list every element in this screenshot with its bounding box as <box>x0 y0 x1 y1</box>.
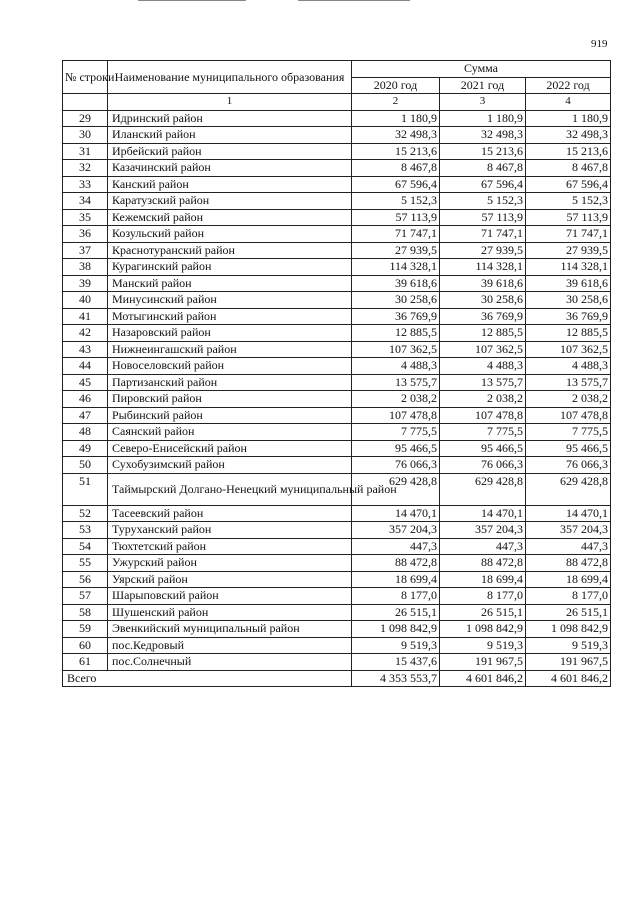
sum-2022: 30 258,6 <box>526 292 611 309</box>
municipality-name: Эвенкийский муниципальный район <box>108 621 352 638</box>
sum-2022: 114 328,1 <box>526 259 611 276</box>
sum-2020: 13 575,7 <box>352 374 440 391</box>
scan-line-right <box>298 0 410 1</box>
sum-2022: 107 362,5 <box>526 341 611 358</box>
sum-2021: 447,3 <box>440 538 526 555</box>
row-number: 48 <box>63 424 108 441</box>
table-row <box>63 555 611 572</box>
sum-2022: 26 515,1 <box>526 604 611 621</box>
table-row <box>63 457 611 474</box>
total-label: Всего <box>63 670 352 687</box>
municipality-name: Шушенский район <box>108 604 352 621</box>
sum-2021: 114 328,1 <box>440 259 526 276</box>
sum-2022: 27 939,5 <box>526 242 611 259</box>
sum-2022: 36 769,9 <box>526 308 611 325</box>
table-row <box>63 505 611 522</box>
row-number: 41 <box>63 308 108 325</box>
row-number: 31 <box>63 143 108 160</box>
municipality-name: Курагинский район <box>108 259 352 276</box>
row-number: 54 <box>63 538 108 555</box>
table-row <box>63 193 611 210</box>
sum-2021: 629 428,8 <box>440 473 526 505</box>
table-row <box>63 604 611 621</box>
municipality-name: Казачинский район <box>108 160 352 177</box>
row-number: 32 <box>63 160 108 177</box>
sum-2022: 67 596,4 <box>526 176 611 193</box>
row-number: 46 <box>63 391 108 408</box>
municipality-name: Каратузский район <box>108 193 352 210</box>
table-row <box>63 110 611 127</box>
table-row <box>63 242 611 259</box>
sum-2020: 8 467,8 <box>352 160 440 177</box>
sum-2021: 1 098 842,9 <box>440 621 526 638</box>
sum-2022: 15 213,6 <box>526 143 611 160</box>
municipality-name: Кежемский район <box>108 209 352 226</box>
sum-2020: 88 472,8 <box>352 555 440 572</box>
table-row <box>63 325 611 342</box>
table-row <box>63 374 611 391</box>
row-number: 60 <box>63 637 108 654</box>
table-row <box>63 440 611 457</box>
sum-2022: 8 177,0 <box>526 588 611 605</box>
sum-2022: 7 775,5 <box>526 424 611 441</box>
sum-2021: 71 747,1 <box>440 226 526 243</box>
municipality-name: Тасеевский район <box>108 505 352 522</box>
sum-2022: 88 472,8 <box>526 555 611 572</box>
table-row <box>63 259 611 276</box>
sum-2020: 114 328,1 <box>352 259 440 276</box>
column-index-row <box>63 94 611 111</box>
header-year-2022: 2022 год <box>526 77 611 94</box>
sum-2021: 8 467,8 <box>440 160 526 177</box>
municipality-name: Саянский район <box>108 424 352 441</box>
sum-2020: 447,3 <box>352 538 440 555</box>
header-row-number: № строки <box>63 61 108 94</box>
row-number: 59 <box>63 621 108 638</box>
municipality-name: Северо-Енисейский район <box>108 440 352 457</box>
sum-2021: 67 596,4 <box>440 176 526 193</box>
header-row <box>63 61 611 78</box>
sum-total-2021: 4 601 846,2 <box>440 670 526 687</box>
sum-2022: 8 467,8 <box>526 160 611 177</box>
sum-2020: 1 098 842,9 <box>352 621 440 638</box>
table-row <box>63 424 611 441</box>
sum-2022: 18 699,4 <box>526 571 611 588</box>
sum-2021: 5 152,3 <box>440 193 526 210</box>
sum-2020: 4 488,3 <box>352 358 440 375</box>
sum-2022: 2 038,2 <box>526 391 611 408</box>
row-number: 42 <box>63 325 108 342</box>
sum-2020: 12 885,5 <box>352 325 440 342</box>
sum-2021: 4 488,3 <box>440 358 526 375</box>
header-year-2021: 2021 год <box>440 77 526 94</box>
header-sum: Сумма <box>352 61 611 78</box>
sum-2020: 39 618,6 <box>352 275 440 292</box>
sum-2021: 107 478,8 <box>440 407 526 424</box>
row-number: 53 <box>63 522 108 539</box>
header-municipality-name: Наименование муниципального образования <box>108 61 352 94</box>
municipality-name: Манский район <box>108 275 352 292</box>
municipality-name: Туруханский район <box>108 522 352 539</box>
sum-2022: 71 747,1 <box>526 226 611 243</box>
table-row <box>63 275 611 292</box>
table-row <box>63 209 611 226</box>
header-year-2020: 2020 год <box>352 77 440 94</box>
sum-2021: 13 575,7 <box>440 374 526 391</box>
row-number: 44 <box>63 358 108 375</box>
sum-2022: 76 066,3 <box>526 457 611 474</box>
row-number: 39 <box>63 275 108 292</box>
sum-2022: 1 180,9 <box>526 110 611 127</box>
row-number: 45 <box>63 374 108 391</box>
col-index-2: 2 <box>352 94 440 111</box>
row-number: 57 <box>63 588 108 605</box>
municipality-name: Минусинский район <box>108 292 352 309</box>
row-number: 34 <box>63 193 108 210</box>
sum-2022: 4 488,3 <box>526 358 611 375</box>
row-number: 47 <box>63 407 108 424</box>
municipality-name: Назаровский район <box>108 325 352 342</box>
sum-2020: 36 769,9 <box>352 308 440 325</box>
row-number: 56 <box>63 571 108 588</box>
sum-2021: 12 885,5 <box>440 325 526 342</box>
sum-2020: 15 437,6 <box>352 654 440 671</box>
table-row <box>63 292 611 309</box>
row-number: 30 <box>63 127 108 144</box>
sum-2021: 1 180,9 <box>440 110 526 127</box>
sum-2020: 1 180,9 <box>352 110 440 127</box>
table-row <box>63 143 611 160</box>
sum-2020: 15 213,6 <box>352 143 440 160</box>
sum-2021: 107 362,5 <box>440 341 526 358</box>
table-row <box>63 654 611 671</box>
sum-2020: 67 596,4 <box>352 176 440 193</box>
sum-2022: 191 967,5 <box>526 654 611 671</box>
sum-2021: 7 775,5 <box>440 424 526 441</box>
page-number: 919 <box>591 38 608 50</box>
budget-table <box>62 60 611 687</box>
municipality-name: Рыбинский район <box>108 407 352 424</box>
row-number: 38 <box>63 259 108 276</box>
sum-2022: 9 519,3 <box>526 637 611 654</box>
row-number: 49 <box>63 440 108 457</box>
table-row <box>63 522 611 539</box>
row-number: 52 <box>63 505 108 522</box>
sum-2020: 8 177,0 <box>352 588 440 605</box>
table-row <box>63 571 611 588</box>
sum-2021: 57 113,9 <box>440 209 526 226</box>
municipality-name: Тюхтетский район <box>108 538 352 555</box>
row-number: 36 <box>63 226 108 243</box>
table-row <box>63 538 611 555</box>
sum-2021: 9 519,3 <box>440 637 526 654</box>
row-number: 33 <box>63 176 108 193</box>
table-row <box>63 358 611 375</box>
municipality-name: Партизанский район <box>108 374 352 391</box>
total-row <box>63 670 611 687</box>
municipality-name: Ирбейский район <box>108 143 352 160</box>
sum-2021: 95 466,5 <box>440 440 526 457</box>
sum-2020: 27 939,5 <box>352 242 440 259</box>
sum-2021: 32 498,3 <box>440 127 526 144</box>
col-index-blank <box>63 94 108 111</box>
sum-total-2020: 4 353 553,7 <box>352 670 440 687</box>
sum-2022: 107 478,8 <box>526 407 611 424</box>
sum-2021: 76 066,3 <box>440 457 526 474</box>
sum-2021: 14 470,1 <box>440 505 526 522</box>
sum-2020: 2 038,2 <box>352 391 440 408</box>
table-row <box>63 308 611 325</box>
sum-2020: 18 699,4 <box>352 571 440 588</box>
sum-2022: 95 466,5 <box>526 440 611 457</box>
table-row <box>63 588 611 605</box>
municipality-name: Козульский район <box>108 226 352 243</box>
sum-2020: 57 113,9 <box>352 209 440 226</box>
sum-2022: 39 618,6 <box>526 275 611 292</box>
sum-2022: 14 470,1 <box>526 505 611 522</box>
sum-2022: 13 575,7 <box>526 374 611 391</box>
municipality-name: пос.Кедровый <box>108 637 352 654</box>
sum-2021: 191 967,5 <box>440 654 526 671</box>
municipality-name: Мотыгинский район <box>108 308 352 325</box>
row-number: 61 <box>63 654 108 671</box>
municipality-name: Новоселовский район <box>108 358 352 375</box>
sum-2020: 95 466,5 <box>352 440 440 457</box>
municipality-name: пос.Солнечный <box>108 654 352 671</box>
table-row <box>63 341 611 358</box>
municipality-name: Идринский район <box>108 110 352 127</box>
sum-2022: 629 428,8 <box>526 473 611 505</box>
table-row <box>63 621 611 638</box>
row-number: 29 <box>63 110 108 127</box>
sum-2020: 9 519,3 <box>352 637 440 654</box>
sum-2021: 88 472,8 <box>440 555 526 572</box>
sum-2021: 8 177,0 <box>440 588 526 605</box>
sum-2020: 107 362,5 <box>352 341 440 358</box>
municipality-name: Уярский район <box>108 571 352 588</box>
row-number: 50 <box>63 457 108 474</box>
sum-2022: 5 152,3 <box>526 193 611 210</box>
sum-2022: 357 204,3 <box>526 522 611 539</box>
sum-2020: 357 204,3 <box>352 522 440 539</box>
municipality-name: Шарыповский район <box>108 588 352 605</box>
municipality-name: Пировский район <box>108 391 352 408</box>
sum-2020: 14 470,1 <box>352 505 440 522</box>
municipality-name: Ужурский район <box>108 555 352 572</box>
sum-2020: 71 747,1 <box>352 226 440 243</box>
sum-2020: 107 478,8 <box>352 407 440 424</box>
sum-2022: 32 498,3 <box>526 127 611 144</box>
row-number: 40 <box>63 292 108 309</box>
sum-2021: 15 213,6 <box>440 143 526 160</box>
sum-2021: 2 038,2 <box>440 391 526 408</box>
sum-2020: 629 428,8 <box>352 473 440 505</box>
sum-2022: 12 885,5 <box>526 325 611 342</box>
municipality-name: Краснотуранский район <box>108 242 352 259</box>
sum-2021: 26 515,1 <box>440 604 526 621</box>
row-number: 58 <box>63 604 108 621</box>
table-row <box>63 127 611 144</box>
sum-2020: 32 498,3 <box>352 127 440 144</box>
sum-2021: 39 618,6 <box>440 275 526 292</box>
table-row <box>63 473 611 505</box>
table-row <box>63 637 611 654</box>
sum-2020: 7 775,5 <box>352 424 440 441</box>
sum-2022: 447,3 <box>526 538 611 555</box>
sum-2020: 5 152,3 <box>352 193 440 210</box>
sum-2020: 30 258,6 <box>352 292 440 309</box>
row-number: 55 <box>63 555 108 572</box>
sum-2020: 76 066,3 <box>352 457 440 474</box>
sum-2022: 57 113,9 <box>526 209 611 226</box>
municipality-name: Канский район <box>108 176 352 193</box>
table-row <box>63 160 611 177</box>
table-row <box>63 407 611 424</box>
scan-line-left <box>138 0 246 1</box>
municipality-name: Нижнеингашский район <box>108 341 352 358</box>
sum-2021: 18 699,4 <box>440 571 526 588</box>
sum-2021: 30 258,6 <box>440 292 526 309</box>
table-row <box>63 226 611 243</box>
sum-2021: 357 204,3 <box>440 522 526 539</box>
row-number: 51 <box>63 473 108 505</box>
municipality-name: Сухобузимский район <box>108 457 352 474</box>
municipality-name: Иланский район <box>108 127 352 144</box>
col-index-4: 4 <box>526 94 611 111</box>
row-number: 37 <box>63 242 108 259</box>
col-index-1: 1 <box>108 94 352 111</box>
sum-2022: 1 098 842,9 <box>526 621 611 638</box>
table-row <box>63 391 611 408</box>
row-number: 43 <box>63 341 108 358</box>
municipality-name: Таймырский Долгано-Ненецкий муниципальный район <box>108 473 352 505</box>
sum-total-2022: 4 601 846,2 <box>526 670 611 687</box>
table-row <box>63 176 611 193</box>
row-number: 35 <box>63 209 108 226</box>
col-index-3: 3 <box>440 94 526 111</box>
sum-2020: 26 515,1 <box>352 604 440 621</box>
sum-2021: 27 939,5 <box>440 242 526 259</box>
sum-2021: 36 769,9 <box>440 308 526 325</box>
